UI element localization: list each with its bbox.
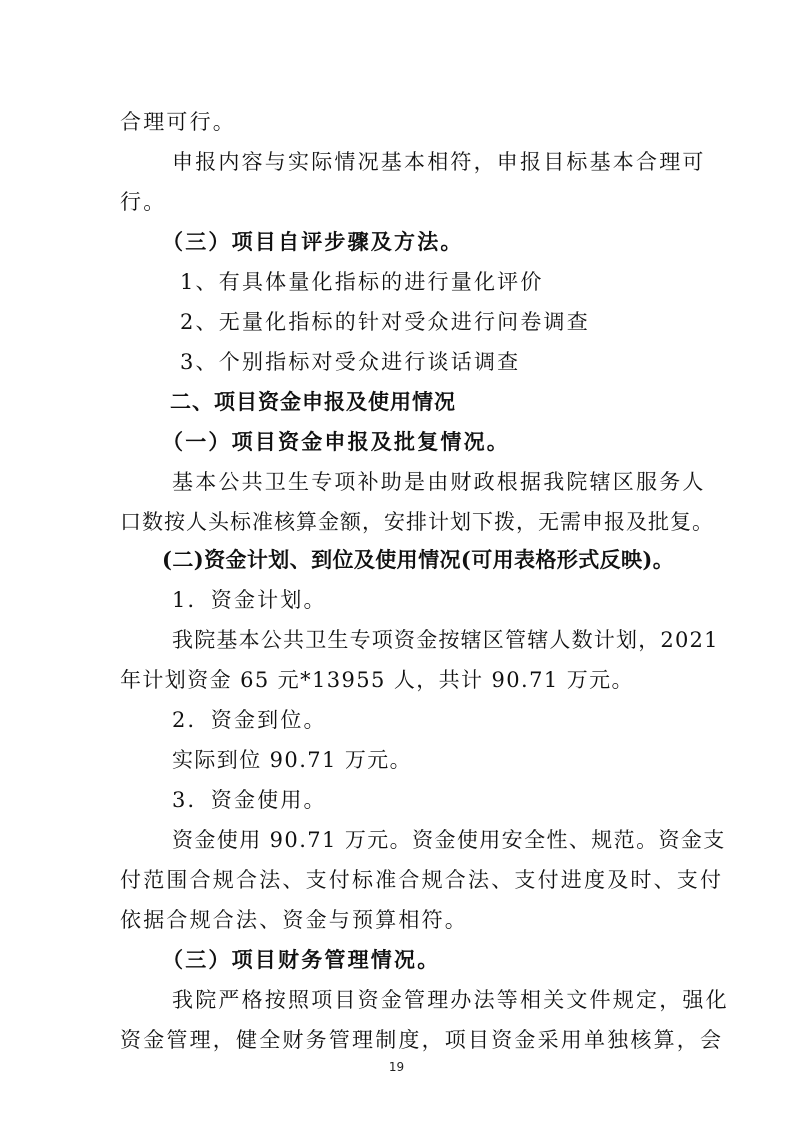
list-item: 3、个别指标对受众进行谈话调查	[180, 350, 521, 374]
paragraph-line: 我院基本公共卫生专项资金按辖区管辖人数计划，2021	[172, 628, 719, 652]
paragraph-line: 合理可行。	[120, 110, 236, 134]
paragraph-line: 口数按人头标准核算金额，安排计划下拨，无需申报及批复。	[120, 510, 714, 534]
section-heading: （三）项目自评步骤及方法。	[162, 229, 464, 254]
paragraph-line: 我院严格按照项目资金管理办法等相关文件规定，强化	[172, 988, 729, 1012]
sub-heading: 1．资金计划。	[172, 588, 327, 612]
paragraph-line: 实际到位 90.71 万元。	[172, 748, 413, 772]
page-number: 19	[388, 1060, 405, 1074]
paragraph-line: 基本公共卫生专项补助是由财政根据我院辖区服务人	[172, 470, 706, 494]
section-heading: (二)资金计划、到位及使用情况(可用表格形式反映)。	[162, 547, 675, 572]
list-item: 2、无量化指标的针对受众进行问卷调查	[180, 310, 590, 334]
paragraph-line: 依据合规合法、资金与预算相符。	[120, 908, 468, 932]
paragraph-line: 申报内容与实际情况基本相符，申报目标基本合理可	[172, 150, 706, 174]
paragraph-line: 付范围合规合法、支付标准合规合法、支付进度及时、支付	[120, 868, 724, 892]
section-heading: （一）项目资金申报及批复情况。	[162, 429, 510, 454]
sub-heading: 2．资金到位。	[172, 708, 327, 732]
paragraph-line: 资金管理，健全财务管理制度，项目资金采用单独核算，会	[120, 1028, 724, 1052]
chapter-heading: 二、项目资金申报及使用情况	[170, 390, 456, 414]
paragraph-line: 行。	[120, 190, 167, 214]
paragraph-line: 年计划资金 65 元*13955 人，共计 90.71 万元。	[120, 668, 634, 692]
list-item: 1、有具体量化指标的进行量化评价	[180, 270, 544, 294]
section-heading: （三）项目财务管理情况。	[162, 947, 441, 972]
paragraph-line: 资金使用 90.71 万元。资金使用安全性、规范。资金支	[172, 828, 726, 852]
sub-heading: 3．资金使用。	[172, 788, 327, 812]
